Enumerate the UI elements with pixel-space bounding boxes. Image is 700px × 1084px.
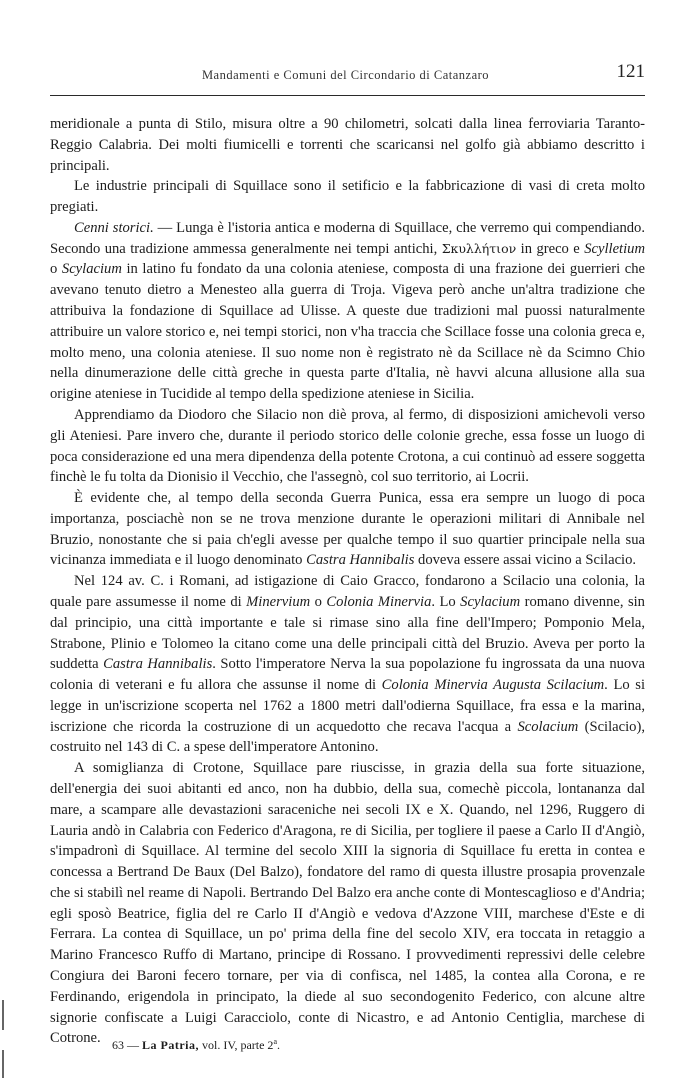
body-text (50, 114, 645, 1049)
paragraph-2: Le industrie principali di Squillace sono il setificio e la fabbricazione di vasi di creta molto pregiati. (50, 178, 645, 216)
scan-edge-mark (2, 1050, 4, 1078)
header-rule (50, 95, 645, 96)
scan-edge-mark (2, 1000, 4, 1030)
work-title: La Patria, (142, 1038, 199, 1052)
paragraph-6: Nel 124 av. C. i Romani, ad istigazione di Caio Gracco, fondarono a Scilacio una colonia, la quale pare assumesse il nome di Minervium o Colonia Minervia. Lo Scylacium romano divenne, sin dal principio, una città importante e tale si rimase sino alla fine dell'Impero; Pomponio Mela, Strabone, Plinio e Tolomeo la citano come una delle principali città del Bruzio. Aveva per porto la suddetta Castra Hannibalis. Sotto l'imperatore Nerva la sua popolazione fu ingrossata da una nuova colonia di veterani e fu allora che assunse il nome di Colonia Minervia Augusta Scilacium. Lo si legge in un'iscrizione scoperta nel 1762 a 1800 metri dall'odierna Squillace, fra essa e la marina, iscrizione che ricorda la costruzione di un acquedotto che recava l'acqua a Scolacium (Scilacio), costruito nel 143 di C. a spese dell'imperatore Antonino. (50, 573, 645, 756)
part-superscript: a (273, 1037, 277, 1046)
paragraph-3: Cenni storici. — Lunga è l'istoria antica e moderna di Squillace, che verremo qui compendiando. Secondo una tradizione ammessa generalmente nei tempi antichi, Σκυλλήτιον in greco e Scylletium o Scylacium in latino fu fondato da una colonia ateniese, composta di una frazione dei guerrieri che avevano tenuto dietro a Menesteo alla guerra di Troja. Vigeva però anche un'altra tradizione che attribuiva la fondazione di Squillace ad Ulisse. A queste due tradizioni mal puossi naturalmente attribuire un valore storico e, nei tempi storici, non v'ha traccia che Scillace fosse una colonia greca e, molto meno, una colonia ateniese. Il suo nome non è registrato nè da Scillace nè da Scimno Chio nella dinumerazione delle città greche in questa parte d'Italia, nè havvi alcuna allusione alla sua origine ateniese in Tucidide al tempo della spedizione ateniese in Sicilia. (50, 219, 645, 403)
running-title: Mandamenti e Comuni del Circondario di Catanzaro (201, 68, 490, 82)
paragraph-4: Apprendiamo da Diodoro che Silacio non diè prova, al fermo, di disposizioni amichevoli verso gli Ateniesi. Pare invero che, durante il periodo storico delle colonie greche, essa fosse un luogo di poca considerazione ed una mera dipendenza della potente Crotona, a cui continuò ad essere soggetta finchè le fu tolta da Dionisio il Vecchio, che l'assegnò, col suo territorio, ai Locrii. (50, 406, 645, 486)
signature-number: 63 — (112, 1038, 142, 1052)
section-heading: Cenni storici. (74, 219, 154, 236)
running-head (46, 60, 645, 88)
greek-name: Σκυλλήτιον (441, 240, 517, 256)
volume-info: vol. IV, parte 2 (199, 1038, 274, 1052)
paragraph-5: È evidente che, al tempo della seconda Guerra Punica, essa era sempre un luogo di poca importanza, posciachè non se ne trova menzione durante le operazioni militari di Annibale nel Bruzio, nonostante che si paia ch'egli avesse per qualche tempo il suo quartier principale nella sua vicinanza immediata e il luogo denominato Castra Hannibalis doveva essere assai vicino a Scilacio. (50, 490, 645, 569)
paragraph-1: meridionale a punta di Stilo, misura oltre a 90 chilometri, solcati dalla linea ferroviaria Taranto-Reggio Calabria. Dei molti fiumicelli e torrenti che scaricansi nel golfo già abbiamo descritto i principali. (50, 116, 645, 174)
page-number: 121 (616, 61, 645, 82)
paragraph-7: A somiglianza di Crotone, Squillace pare riuscisse, in grazia della sua forte situazione, dell'energia dei suoi abitanti ed anco, non ha dubbio, della sua, comechè piccola, lontananza dal mare, a scampare alle devastazioni saraceniche nei secoli IX e X. Quando, nel 1296, Ruggero di Lauria andò in Calabria con Federico d'Aragona, re di Sicilia, per togliere il paese a Carlo II d'Angiò, s'impadronì di Squillace. Al termine del secolo XIII la signoria di Squillace fu eretta in contea e concessa a Bertrand De Baux (Del Balzo), fondatore del ramo di questa illustre prosapia provenzale che si stabilì nel reame di Napoli. Bertrando Del Balzo era anche conte di Montescaglioso e d'Andria; egli sposò Beatrice, figlia del re Carlo II d'Angiò e vedova d'Azzone VIII, marchese d'Este e di Ferrara. La contea di Squillace, un po' prima della fine del secolo XIV, era toccata in retaggio a Marino Francesco Ruffo di Martano, principe di Rossano. I provvedimenti repressivi delle celebre Congiura dei Baroni fecero tornare, per via di confisca, nel 1485, la contea alla Corona, e re Ferdinando, erigendola in principato, la diede al suo secondogenito Federico, con alcune altre signorie confiscate a Luigi Caracciolo, conte di Nicastro, e ad Antonio Centiglia, marchese di Cotrone. (50, 760, 645, 1047)
signature-footer: 63 — La Patria, vol. IV, parte 2$^a$. (112, 1037, 280, 1052)
